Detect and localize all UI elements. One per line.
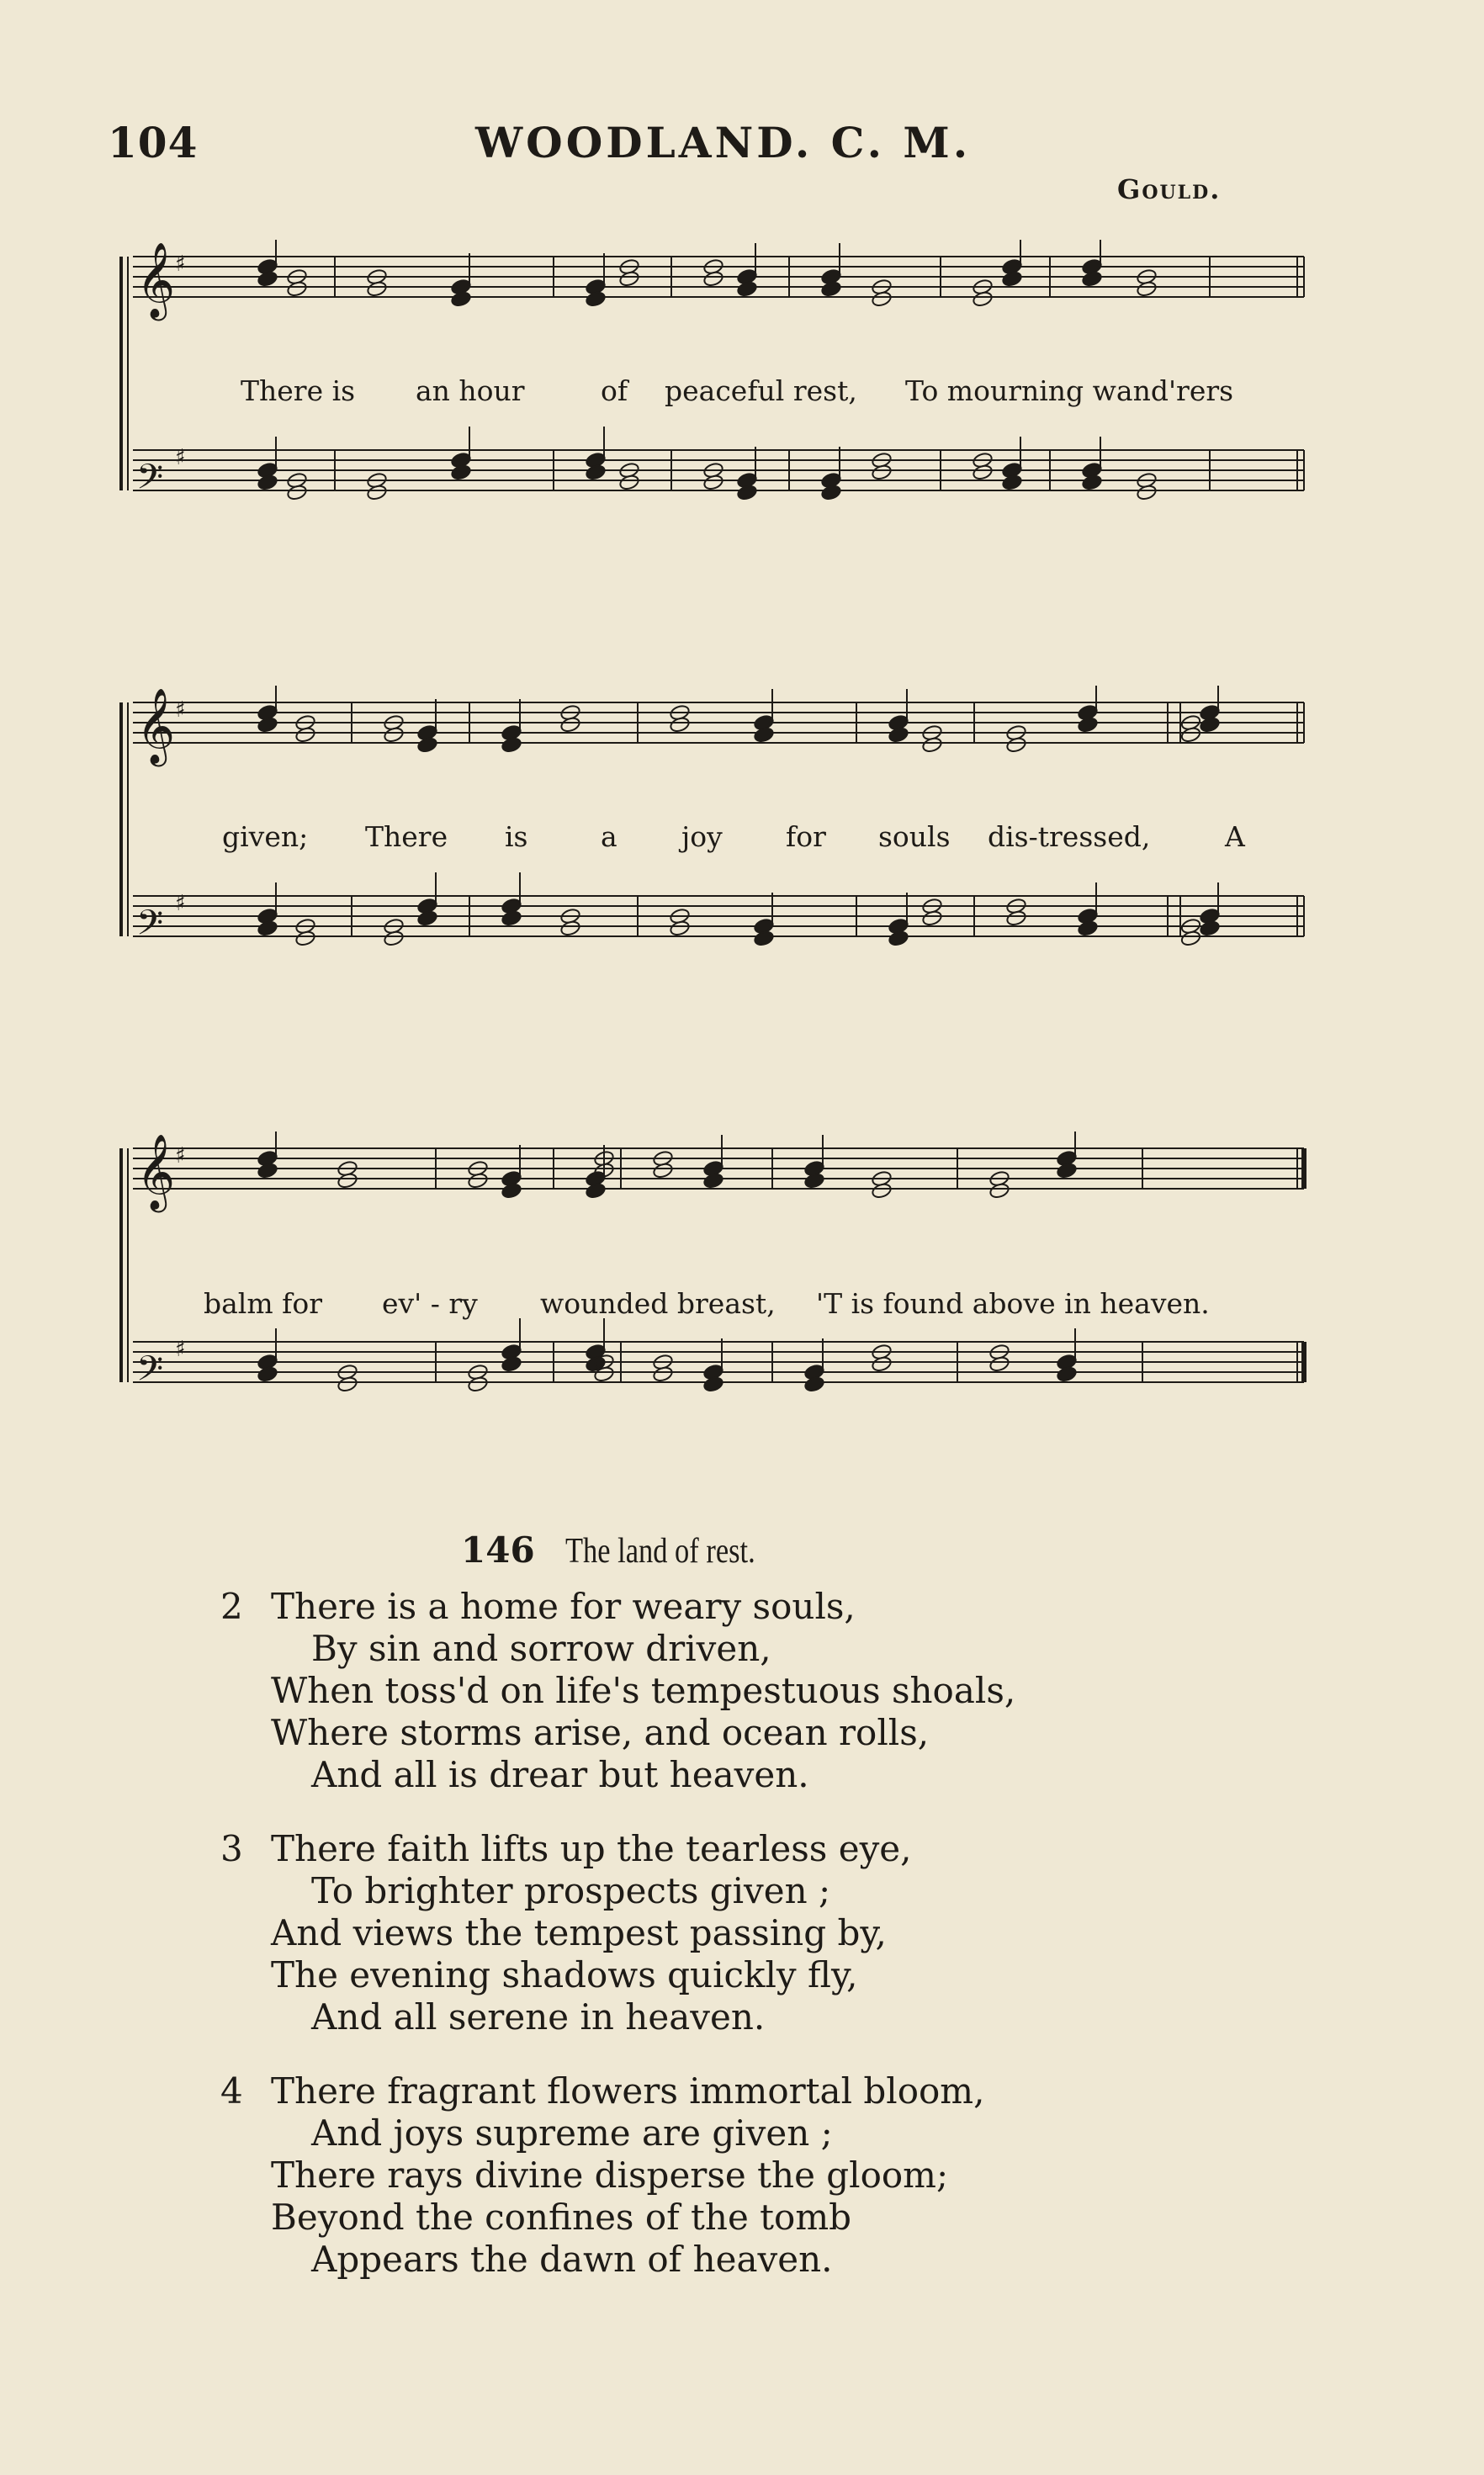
lyric-syllable: peaceful rest, <box>665 374 857 407</box>
notehead <box>618 474 639 491</box>
lyric-syllable: given; <box>222 820 309 853</box>
stanza-number: 4 <box>220 2070 243 2112</box>
notehead <box>1180 726 1201 744</box>
lyric-syllable: souls <box>878 820 951 853</box>
notehead <box>257 1162 278 1179</box>
notehead <box>294 726 315 744</box>
composer-name: Gould. <box>1117 173 1222 205</box>
notehead <box>669 920 690 937</box>
notehead <box>450 464 471 481</box>
notehead <box>416 736 437 754</box>
lyric-syllable: a <box>601 820 617 853</box>
lyric-syllable: dis-tressed, <box>988 820 1151 853</box>
notehead <box>585 464 606 481</box>
notehead <box>585 1182 606 1200</box>
stanza-line: To brighter prospects given ; <box>311 1870 831 1911</box>
sharp-icon: ♯ <box>175 251 186 277</box>
stanza-number: 2 <box>220 1586 243 1627</box>
notehead <box>1136 280 1157 298</box>
lyric-syllable: is <box>505 820 528 853</box>
stanza-line: And views the tempest passing by, <box>271 1912 887 1953</box>
stanza-3 <box>220 1828 1280 2038</box>
notehead <box>286 484 307 501</box>
lyric-syllable: wounded breast, <box>540 1287 776 1320</box>
notehead <box>803 1375 824 1393</box>
notehead <box>337 1375 358 1393</box>
notehead <box>366 484 387 501</box>
notehead <box>1199 716 1220 734</box>
notehead <box>888 930 909 947</box>
music-system-1 <box>116 240 1311 572</box>
lyric-syllable: joy <box>681 820 723 853</box>
stanza-line: And all serene in heaven. <box>311 1996 766 2038</box>
notehead <box>257 920 278 937</box>
page-number: 104 <box>108 118 199 167</box>
hymn-heading <box>461 1529 798 1571</box>
notehead <box>294 930 315 947</box>
notehead <box>383 930 404 947</box>
notehead <box>450 290 471 308</box>
notehead <box>1001 474 1022 491</box>
music-system-2 <box>116 686 1311 1018</box>
notehead <box>257 1365 278 1383</box>
lyric-syllable: A <box>1225 820 1245 853</box>
notehead <box>1136 484 1157 501</box>
notehead <box>871 464 892 481</box>
lyric-syllable: ev' - ry <box>382 1287 478 1320</box>
notehead <box>366 280 387 298</box>
notehead <box>820 280 841 298</box>
notehead <box>383 726 404 744</box>
lyric-syllable: for <box>786 820 826 853</box>
notehead <box>1081 474 1102 491</box>
stanza-line: Appears the dawn of heaven. <box>311 2239 833 2280</box>
stanza-line: And all is drear but heaven. <box>311 1754 809 1795</box>
notehead <box>467 1172 488 1190</box>
tune-title: WOODLAND. C. M. <box>475 118 972 167</box>
notehead <box>337 1172 358 1190</box>
stanza-line: There fragrant flowers immortal bloom, <box>271 2070 985 2112</box>
hymn-stanzas <box>220 1586 1280 2313</box>
notehead <box>702 1375 723 1393</box>
notehead <box>1001 270 1022 288</box>
bass-clef-icon: 𝄢 <box>136 903 164 951</box>
notehead <box>803 1172 824 1190</box>
hymn-caption: The land of rest. <box>565 1532 756 1571</box>
notehead <box>1199 920 1220 937</box>
bass-clef-icon: 𝄢 <box>136 1349 164 1397</box>
stanza-line: There is a home for weary souls, <box>271 1586 856 1627</box>
notehead <box>736 280 757 298</box>
sharp-icon: ♯ <box>175 697 186 723</box>
notehead <box>585 290 606 308</box>
treble-clef-icon: 𝄞 <box>136 688 176 764</box>
notehead <box>257 474 278 491</box>
bass-clef-icon: 𝄢 <box>136 457 164 506</box>
notehead <box>501 1182 522 1200</box>
notehead <box>702 270 723 288</box>
treble-clef-icon: 𝄞 <box>136 242 176 318</box>
stanza-2 <box>220 1586 1280 1796</box>
notehead <box>501 909 522 927</box>
lyric-syllable: To mourning wand'rers <box>905 374 1234 407</box>
notehead <box>257 716 278 734</box>
lyric-syllable: 'T is found above in heaven. <box>816 1287 1210 1320</box>
stanza-number: 3 <box>220 1828 243 1869</box>
notehead <box>753 930 774 947</box>
notehead <box>1081 270 1102 288</box>
lyric-syllable: of <box>601 374 628 407</box>
notehead <box>652 1365 673 1383</box>
notehead <box>871 290 892 308</box>
notehead <box>1077 920 1098 937</box>
sharp-icon: ♯ <box>175 1142 186 1169</box>
notehead <box>559 716 580 734</box>
treble-clef-icon: 𝄞 <box>136 1134 176 1210</box>
notehead <box>988 1355 1010 1373</box>
stanza-line: There rays divine disperse the gloom; <box>271 2154 949 2196</box>
notehead <box>1180 930 1201 947</box>
notehead <box>1005 909 1026 927</box>
notehead <box>1056 1162 1077 1179</box>
lyric-syllable: There <box>365 820 448 853</box>
notehead <box>988 1182 1010 1200</box>
notehead <box>416 909 437 927</box>
notehead <box>559 920 580 937</box>
notehead <box>871 1355 892 1373</box>
notehead <box>618 270 639 288</box>
notehead <box>501 1355 522 1373</box>
notehead <box>1056 1365 1077 1383</box>
lyric-syllable: There is <box>241 374 356 407</box>
notehead <box>652 1162 673 1179</box>
notehead <box>669 716 690 734</box>
notehead <box>286 280 307 298</box>
notehead <box>921 909 942 927</box>
notehead <box>1005 736 1026 754</box>
sharp-icon: ♯ <box>175 890 186 916</box>
stanza-4 <box>220 2070 1280 2281</box>
lyric-syllable: balm for <box>204 1287 322 1320</box>
notehead <box>921 736 942 754</box>
stanza-line: The evening shadows quickly fly, <box>271 1954 858 1995</box>
notehead <box>467 1375 488 1393</box>
notehead <box>702 474 723 491</box>
stanza-line: Beyond the confines of the tomb <box>271 2197 852 2238</box>
notehead <box>871 1182 892 1200</box>
page-header <box>0 118 1484 205</box>
notehead <box>972 464 993 481</box>
music-system-3 <box>116 1132 1311 1464</box>
stanza-line: And joys supreme are given ; <box>311 2112 833 2154</box>
notehead <box>501 736 522 754</box>
notehead <box>736 484 757 501</box>
notehead <box>820 484 841 501</box>
sharp-icon: ♯ <box>175 1336 186 1362</box>
notehead <box>753 726 774 744</box>
sharp-icon: ♯ <box>175 444 186 470</box>
notehead <box>257 270 278 288</box>
stanza-line: When toss'd on life's tempestuous shoals, <box>271 1670 1016 1711</box>
notehead <box>888 726 909 744</box>
stanza-line: Where storms arise, and ocean rolls, <box>271 1712 930 1753</box>
notehead <box>702 1172 723 1190</box>
notehead <box>972 290 993 308</box>
stanza-line: By sin and sorrow driven, <box>311 1628 771 1669</box>
lyric-syllable: an hour <box>416 374 525 407</box>
hymn-number: 146 <box>461 1529 535 1571</box>
stanza-line: There faith lifts up the tearless eye, <box>271 1828 912 1869</box>
notehead <box>1077 716 1098 734</box>
